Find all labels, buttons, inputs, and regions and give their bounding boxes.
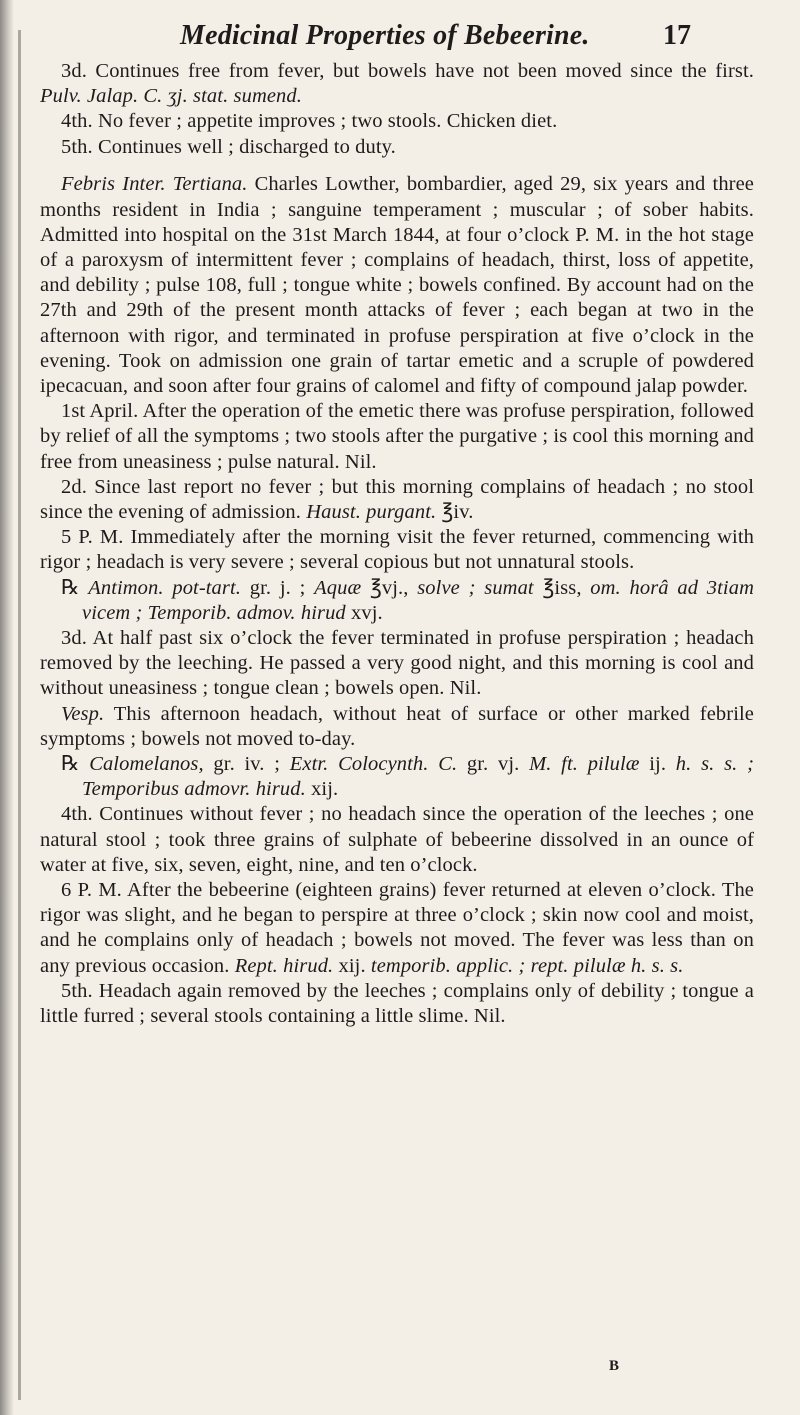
text-run: ℥iss, xyxy=(533,576,591,599)
paragraph xyxy=(40,702,754,752)
italic-text: Haust. purgant. xyxy=(306,500,437,523)
text-run: xij. xyxy=(305,778,339,801)
italic-text: Vesp. xyxy=(61,702,105,725)
body-text xyxy=(40,59,754,1029)
text-run: gr. iv. ; xyxy=(203,752,290,775)
text-run: ℥iv. xyxy=(436,500,474,523)
prescription-paragraph xyxy=(40,576,754,626)
italic-text: solve ; sumat xyxy=(417,576,534,599)
page-number: 17 xyxy=(663,20,691,51)
paragraph xyxy=(40,525,754,575)
italic-text: h. s. s. ; Temporibus admovr. hirud. xyxy=(82,752,755,801)
text-run: ij. xyxy=(639,752,676,775)
text-run: ℞ xyxy=(61,576,89,599)
italic-text: M. ft. pilulæ xyxy=(529,752,640,775)
italic-text: Extr. Colocynth. C. xyxy=(289,752,458,775)
text-run: This afternoon headach, without heat of surface or other marked febrile symptoms ; bowels not moved to-day. xyxy=(40,702,754,750)
text-run: 3d. At half past six o’clock the fever terminated in profuse perspiration ; headach removed by the leeching. He passed a very good night, and this morning is cool and without uneasiness ; tongue clean ; bowels open. Nil. xyxy=(40,626,754,700)
prescription-paragraph xyxy=(40,752,754,802)
text-run: Charles Lowther, bombardier, aged 29, six years and three months resident in India ; sanguine temperament ; muscular ; of sober habits. Admitted into hospital on the 31st March 1844, at four o’clock P. M. in the hot stage of a paroxysm of intermittent fever ; complains of headach, thirst, loss of appetite, and debility ; pulse 108, full ; tongue white ; bowels confined. By account had on the 27th and 29th of the present month attacks of fever ; each began at two in the afternoon with rigor, and terminated in profuse perspiration at five o’clock in the evening. Took on admission one grain of tartar emetic and a scruple of powdered ipecacuan, and soon after four grains of calomel and fifty of compound jalap powder. xyxy=(40,173,754,397)
italic-text: Pulv. Jalap. C. ʒj. stat. sumend. xyxy=(40,85,302,108)
text-run: xvj. xyxy=(345,601,383,624)
page-header xyxy=(0,18,800,58)
paragraph xyxy=(40,878,754,979)
italic-text: Rept. hirud. xyxy=(234,954,334,977)
paragraph xyxy=(40,135,754,160)
italic-text: Antimon. pot-tart. xyxy=(88,576,242,599)
italic-text: Calomelanos, xyxy=(89,752,204,775)
text-run: gr. vj. xyxy=(457,752,530,775)
page-binding-edge xyxy=(0,0,14,1415)
italic-text: om. horâ ad 3tiam vicem ; Temporib. admov. hirud xyxy=(82,576,754,624)
italic-text: temporib. applic. ; rept. pilulæ h. s. s. xyxy=(370,954,684,977)
text-run: 5 P. M. Immediately after the morning visit the fever returned, commencing with rigor ; headach is very severe ; several copious but not unnatural stools. xyxy=(40,526,754,574)
text-run: gr. j. ; xyxy=(241,576,315,599)
text-run: 1st April. After the operation of the emetic there was profuse perspiration, followed by relief of all the symptoms ; two stools after the purgative ; is cool this morning and free from uneasiness ; pulse natural. Nil. xyxy=(40,400,754,473)
paragraph xyxy=(40,399,754,475)
text-run: ℥vj., xyxy=(361,576,418,599)
paragraph xyxy=(40,802,754,878)
text-run: 4th. No fever ; appetite improves ; two stools. Chicken diet. xyxy=(61,110,558,133)
text-run: 4th. Continues without fever ; no headach since the operation of the leeches ; one natural stool ; took three grains of sulphate of bebeerine dissolved in an ounce of water at five, six, seven, eight, nine, and ten o’clock. xyxy=(40,803,754,876)
paragraph xyxy=(40,59,754,109)
text-run: xij. xyxy=(333,954,371,977)
text-run: 5th. Continues well ; discharged to duty. xyxy=(61,135,396,158)
running-title: Medicinal Properties of Bebeerine. xyxy=(180,20,590,51)
page-binding-line xyxy=(18,30,21,1400)
text-run: 2d. Since last report no fever ; but this morning complains of headach ; no stool since the evening of admission. xyxy=(40,475,754,523)
text-run: 5th. Headach again removed by the leeches ; complains only of debility ; tongue a little furred ; several stools containing a little slime. Nil. xyxy=(40,979,754,1028)
paragraph xyxy=(40,979,754,1029)
text-run: 6 P. M. After the bebeerine (eighteen grains) fever returned at eleven o’clock. The rigor was slight, and he began to perspire at three o’clock ; skin now cool and moist, and he complains only of headach ; bowels not moved. The fever was less than on any previous occasion. xyxy=(40,879,754,977)
text-run: 3d. Continues free from fever, but bowels have not been moved since the first. xyxy=(61,60,754,82)
signature-mark: B xyxy=(609,1358,620,1374)
italic-text: Febris Inter. Tertiana. xyxy=(61,173,248,196)
paragraph xyxy=(40,626,754,702)
paragraph xyxy=(40,475,754,525)
text-run: ℞ xyxy=(61,752,90,775)
paragraph xyxy=(40,109,754,134)
paragraph xyxy=(40,172,754,399)
italic-text: Aquæ xyxy=(314,576,362,599)
